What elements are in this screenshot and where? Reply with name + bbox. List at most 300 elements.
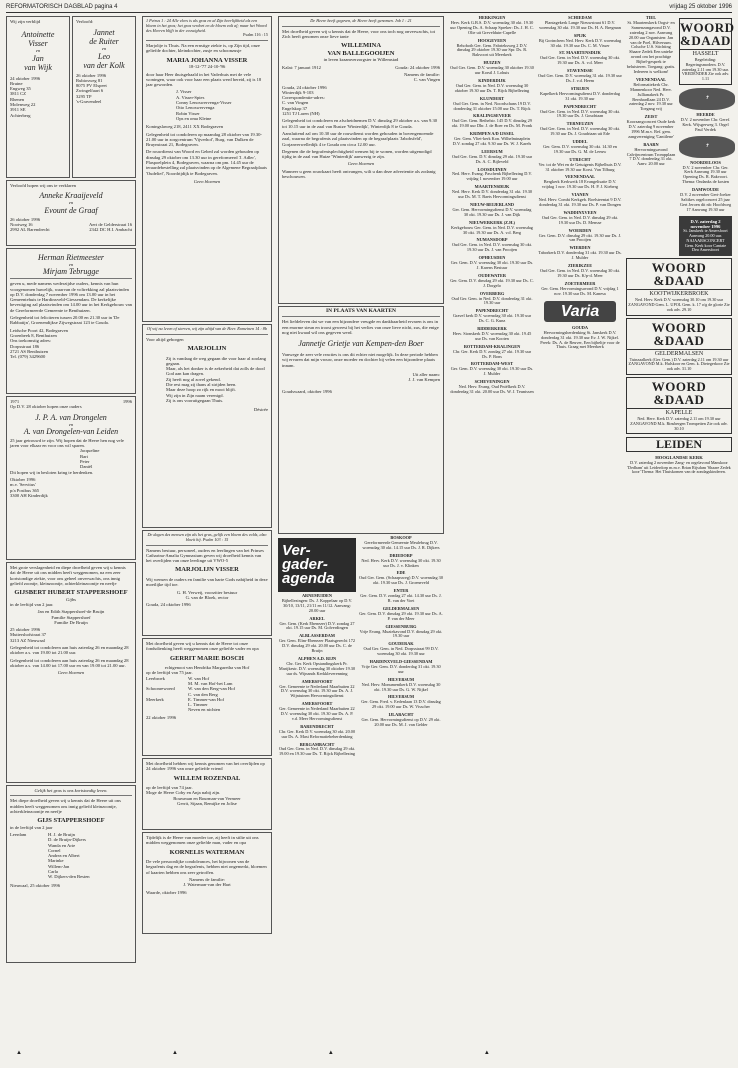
agenda-item [359, 642, 443, 657]
signature: G. H. Verweij, voorzitter bestuur [176, 589, 238, 595]
agenda-place: WOERDEN [568, 227, 592, 233]
family-line: W. Dijkers-den Besten [48, 874, 90, 880]
body-text: Met grote verslagenheid en diepe droefheid geven wij u kennis dat de Heere uit ons midden heeft weggenomen, na een zeer kortstondige ziekte, voor ons geheel onverwachts, ons innig geliefd zoontje, kleinzoontje, achterkleinzoontje en neefje [10, 565, 126, 586]
agenda-detail: Ger. Gem. D.V. woensdag 30 okt. 19.30 uur Ds. J. Karens Bestuur [450, 260, 534, 270]
date: Goudswaard, oktober 1996 [282, 388, 332, 394]
agenda-place: ALPHEN A.D. RIJN [297, 655, 337, 661]
name: Daniël [80, 464, 93, 470]
death-notice-maria [142, 16, 272, 322]
agenda-item [359, 589, 443, 604]
thank-you-waterman [142, 832, 272, 934]
agenda-place: PAPENDRECHT [475, 308, 509, 314]
agenda-place: ARNEMUIDEN [301, 593, 333, 598]
date: Waarde, oktober 1996 [146, 889, 187, 895]
address: Engelskop 37 [282, 105, 308, 111]
body-text: Wij wensen de ouders en familie van harte Gods nabijheid in deze moeilijke tijd toe. [146, 576, 268, 588]
agenda-item [359, 713, 443, 728]
body-text: Met droefheid geven wij u kennis dat de Heere tot onze fondsdienking heeft weggenomen onze geliefde vader en opa [146, 641, 259, 652]
address: 2342 DC H.I. Ambacht [89, 227, 132, 233]
family-line: D. de Bruijn-Dijkers [48, 837, 86, 843]
address: 3911 SE [10, 107, 26, 113]
agenda-item [359, 536, 443, 551]
woord-daad-ad-2 [626, 258, 732, 315]
agenda-item [278, 702, 356, 722]
agenda-place: UDDEL [572, 139, 588, 145]
agenda-place: BOSKOOP [390, 535, 412, 540]
logo-text: WOORD [651, 379, 707, 395]
family-line: Familie Stappershoef [51, 614, 91, 620]
agenda-item [538, 158, 622, 173]
family-line: J. Visser [176, 89, 192, 95]
agenda-item [359, 678, 443, 693]
agenda-item [450, 114, 534, 129]
name-line: Evount de Graaf [44, 205, 98, 215]
verse: Gelijk het gras is ons kortstondig leven. [34, 788, 108, 793]
agenda-item [450, 168, 534, 183]
agenda-detail: Ger. Gem. Hervormingsdienst D.V. woensdag 30 okt. 19.30 uur Ds. J. van Dijk [452, 206, 532, 217]
address: 8075 PV Elspeet [76, 83, 107, 89]
agenda-place: GOUDA [572, 324, 588, 330]
banner-line: agenda [282, 570, 335, 587]
body-text: 25 jaar getrouwd te zijn. Wij hopen dat de Heere hen nog vele jaren voor elkaar en voor ons wil sparen. [10, 437, 124, 449]
name-line: Antoinette [21, 30, 55, 40]
flowers-note: Geen bloemen [57, 670, 85, 676]
agenda-place: SCHIEDAM [568, 15, 592, 20]
agenda-item [679, 188, 732, 213]
agenda-item [359, 571, 443, 586]
ad-place: HOOGLANDSE KERK [655, 455, 703, 461]
agenda-item [278, 743, 356, 758]
family-line: Conny Lenoswervenga-Visser [176, 100, 232, 106]
agenda-item [538, 264, 622, 279]
agenda-item [538, 87, 622, 102]
family-line: Familie De Bruijn [54, 619, 88, 625]
footer-mark: ▲ [327, 1050, 334, 1056]
family-line: C. van den Berg [188, 691, 218, 697]
logo-text: WOORD [651, 319, 707, 335]
agenda-place: ENTER [393, 588, 409, 594]
thank-you-notice [278, 306, 444, 534]
agenda-detail: Ned. Herv. Kerk D.V. woensdag 30 okt. 19.30 uur Ds. J. v. Klinken [361, 557, 441, 568]
dates: 18-12-'77 24-10-'96 [188, 64, 226, 70]
ad-detail: Ned. Herv. Kerk D.V. zaterdag 2.11 om 19.30 uur ZANGAVOND M.k. Rinsbergen Trompetten Zie ook adv. 30.10 [630, 416, 728, 431]
agenda-detail: Herv. Kerk G.B.S. D.V. woensdag 30 okt. 19.30 uur Opening Ds. A. Schaap Spreker: Ds. J. H. C. Olie uit Grevelduin-Capelle [450, 19, 534, 35]
name-line: van Wijk [24, 62, 52, 72]
deceased-name: GIJSBERT HUBERT STAPPERSHOEF [14, 589, 128, 597]
agenda-detail: Oud Ger. Gem. in Ned. D.V. donderdag 31 okt. 19.30 uur [451, 295, 533, 306]
agenda-item [538, 175, 622, 190]
name-line: Visser [28, 39, 48, 49]
agenda-place: BAARN [643, 141, 659, 147]
agenda-detail: Chr. Ger. Kerk D.V. woensdag 30 okt. 20.00 uur Ds. A. Mast Reformatiebeherdenking [278, 728, 356, 739]
body-text: Dit hopen wij in besloten kring te herdenken. [10, 469, 94, 475]
agenda-item [450, 327, 534, 342]
address: Muttershofstraat 37 [10, 632, 47, 638]
amp: en [68, 200, 74, 206]
verse-ref: Psalm 116 : 15 [243, 32, 268, 38]
body-text: Op D.V. 28 oktober hopen onze ouders [10, 404, 82, 410]
body-text: Gelegenheid tot feliciteren tussen 20.00 en 21.30 uur in 'De Rabbatijn', Groenendijkse Zijwegstraat 123 te Gouda. [10, 315, 120, 326]
agenda-place: GIESSENBURG [385, 623, 417, 629]
agenda-place: GELDERMALSEN [382, 605, 420, 611]
agenda-detail: Ned. Herv. Combi Kerkgeb. Boelsteentat 9 D.V. donderdag 31 okt. 19.30 uur Ds. P. van Dongen [538, 197, 622, 207]
date: 26 oktober 1996 [10, 216, 41, 222]
family-line: W. van Hof [188, 675, 210, 681]
agenda-place: GOUDERAK [388, 641, 414, 647]
agenda-detail: D.V. 2 november Chr. Ger. Kerk Aanvang 19.30 uur Opening Ds. R. Bakvoort. Thema: Ondanks de kosten [682, 164, 729, 185]
agenda-place: WIERDEN [569, 245, 591, 251]
date: Nieuwaal, 25 oktober 1996 [10, 882, 61, 888]
address: Nootweg 16 [10, 221, 33, 227]
address: Correspondentie-adres: [282, 95, 325, 101]
family-line: Andrea en Albert [48, 853, 80, 859]
family-line: Marinke [48, 858, 64, 864]
footer-mark: ▲ [171, 1050, 178, 1056]
agenda-detail: Oud Ger. Gem. in Ned. D.V. woensdag 30 oktober 19.30 uur Ds. T. Rijck Bijbellezing [454, 82, 530, 93]
name-line: Herman Rietmeester [38, 253, 104, 262]
place: Leerdam [10, 831, 27, 837]
name-line: Jannetje Grietje van Kempen-den Boer [298, 339, 424, 349]
date: 24 oktober 1996 [10, 75, 41, 81]
divider [146, 545, 268, 546]
agenda-item [450, 238, 534, 253]
deceased-name: MARJOLIJN [187, 345, 227, 353]
amp: en [35, 48, 41, 54]
agenda-place: TIEL [645, 15, 657, 20]
address: Dorpsstraat 186 [10, 343, 40, 349]
engagement-announcement-2 [6, 180, 136, 246]
heading: Wij zijn verblijd [10, 19, 41, 24]
agenda-detail: Ned. Herv. Kerk D.V. donderdag 31 okt. 19.30 uur Ds. M. T. Baets Hervormingsdienst [451, 189, 533, 200]
agenda-list-b [359, 536, 443, 760]
agenda-detail: Ger. Gem. Elim-Ebenezer Plaatsgerecht 172 D.V. dinsdag 29 okt. 20.00 uur Ds. C. de Bruijn [278, 638, 356, 654]
agenda-place: OUDEWATER [478, 272, 506, 278]
body-text: Met droefheid geven wij u kennis dat de Heere, voor ons toch nog onverwachts, tot Zich heeft genomen onze lieve tante [282, 28, 436, 40]
agenda-item [450, 380, 534, 395]
body-text: in de leeftijd van 2 jaar. [10, 601, 54, 607]
body-text: Vanwege de zeer vele reacties is ons dit echter niet mogelijk. In deze periode hebben wij ervaren dat mijn vrouw, onze moeder en dochter bij velen een bijzondere plaats innam. [282, 352, 438, 368]
agenda-item [450, 221, 534, 236]
amp: en [68, 262, 74, 267]
agenda-detail: Ger. Gemeente te Nederland Maarbuiten 22 D.V. woensdag 30 okt. 19.30 uur Ds. A. J. Wijntuinen Hervormingsdienst [279, 683, 355, 699]
ad-title: LEIDEN [626, 437, 732, 452]
date: Gouda, 24 oktober 1996 [146, 602, 191, 608]
signature: Uit aller naam: [412, 372, 440, 378]
name-line: A. van Drongelen-van Leiden [23, 426, 119, 436]
agenda-detail: Oud Ger. Gem. D.V. woensdag 31 okt. 19.30 uur Ds. J. v.d. Heem [538, 73, 622, 83]
vergaderagenda-banner [278, 538, 356, 592]
address: C. van Vingen [282, 100, 309, 106]
agenda-detail: Ger. Gem. Vliet-kerk Kon. Wilhelminaplein D.V. zondag 27 okt. 9.30 uur Ds. W. J. Karels [452, 136, 532, 146]
column-1 [6, 16, 136, 965]
agenda-item [450, 309, 534, 324]
signature: Bouwman en Bourman-van Vermeer [173, 795, 241, 801]
agenda-detail: Kerkgebouw Ger. Gem. in Ned. D.V. woensdag 30 okt. 19.30 uur Ds. A. v.d. Berg [451, 224, 533, 235]
signature: G. van de Bloek, rector [185, 594, 229, 600]
agenda-detail: Oud Ger. Gem. in Ned. Dorpsstraat 99 D.V. woensdag 30 okt. 19.30 uur [363, 646, 439, 657]
body-text: Met diepe droefheid geven wij u kennis dat de Heere uit ons midden heeft weggenomen ons innig geliefd kleinzoontje, achterkleinzoontje en neefje [10, 798, 121, 814]
deceased-name: GIJS STAPPERSHOEF [37, 817, 105, 825]
agenda-item [538, 211, 622, 226]
heading: Verloofd: [76, 19, 94, 24]
address: Bruine [10, 80, 23, 86]
body-text: Tijdelijk is de Heere van moeder toe, zij heeft in stilte uit ons midden weggenomen onze geliefde man, vader en opa [146, 835, 259, 846]
ad-detail: D.V. zaterdag 2 november Zang- en orgelavond Manskoor 'Dedham' uit Leiderdorp m.m.v. Brian Rijsdam 'Shaare Zedek koor' Thema: Het Thuiskomen van de zondagskinderen. [627, 459, 731, 475]
body-text: Marjoltje is Thuis. Na een ernstige ziekte is, op Zijn tijd, onze geliefde dochter, kleindochter, zusje en schoonzusje [146, 43, 260, 54]
wedding-announcement [6, 248, 136, 394]
deceased-name: WILLEM ROZENDAL [173, 774, 241, 782]
church-logo-badge: ✝ [679, 88, 735, 110]
agenda-detail: Ned. Herv. Evang. Paschenk Bijbellezing D.V. vrijdag 1 november 19.00 uur [451, 171, 533, 182]
logo-text: WOORD [680, 20, 735, 35]
agenda-item [626, 143, 676, 168]
signature: Namens de familie: [189, 876, 225, 882]
agenda-detail: D.V. 2 november Gert-Joeker Saltikes orgelconcert 25 jaar Gert Jeroen dit nb: Hoofdweg 17 Aanvang 19.30 uur [679, 192, 732, 212]
agenda-place: NIEUWERKERK (Z.H.) [469, 219, 515, 225]
header-left: REFORMATORISCH DAGBLAD pagina 4 [6, 4, 118, 10]
death-notice-2 [6, 785, 136, 963]
agenda-detail: Oud Ger. Gem. in Ned. D.V. woensdag 30 okt. 19.30 uur Ds. A. v.d. Meer [539, 55, 621, 66]
divider [282, 316, 440, 317]
agenda-place: STRIJEN [570, 85, 590, 91]
poem-notice [142, 324, 272, 528]
agenda-item [450, 132, 534, 147]
agenda-detail: Bergkerk Kerkweik 18 Evangelisatie D.V. vrijdag 1 nov. 19.30 uur Ds. H. P. J. Kieberg [541, 179, 619, 190]
agenda-place: HOOGEVEEN [477, 37, 507, 43]
deceased-name: KORNELIS WATERMAN [169, 848, 245, 856]
agenda-item [538, 193, 622, 208]
name-line: Mirjam Tebrugge [43, 267, 99, 277]
agenda-detail: Oud Ger. Gem. Bethelstr. 145 D.V. dinsdag 29 okt. 19.00 uur Dhr. J. de Boer en Ds. M. Pronk [451, 118, 533, 129]
agenda-place: BERGAMBACHT [299, 741, 335, 747]
agenda-detail: Kapelkerk Hervormingsdienst D.V. donderdag 31 okt. 19.30 uur [540, 90, 620, 101]
header-right: vrijdag 25 oktober 1996 [669, 4, 732, 10]
agenda-place: ST. MAARTENSDIJK [559, 50, 601, 56]
date: Gouda: 24 oktober 1996 [395, 64, 440, 70]
family-line: E. Timmer-van Hof [188, 696, 225, 702]
address: Molenweg 22 [10, 102, 36, 108]
agenda-detail: Oud Ger. Gem. in Ned. D.V. woensdag 30 okt. 19.30 uur Ds. K/p-d. Meer [539, 267, 621, 278]
agenda-place: ROTTERDAM-KRALINGEN [463, 343, 521, 349]
agenda-place: VIANEN [571, 192, 589, 198]
family-line: Ops en oma Kleine [176, 115, 212, 121]
address: Ons toekomstig adres: [10, 338, 52, 344]
body-text: Degenen die de begrafenisplechtigheid wensen bij te wonen, worden uitgenodigd tijdig in de zaal van Huize 'Winterdijk' aanwezig te zijn. [282, 148, 432, 160]
signature: Désirée [253, 407, 268, 413]
family-line: L. Timmer [188, 702, 208, 708]
agenda-place: VEENENDAAL [564, 174, 596, 180]
year: 1971 [10, 399, 20, 404]
agenda-detail: Bijbellezingen: Ds. J. Koppelaar op D.V. 30/10, 13/11, 21/11 en 11/12. Aanvang: 20.00 uur [281, 597, 353, 613]
address: 3295 TP [76, 93, 92, 99]
agenda-detail: St. Maartenskerk Oogst- en Samenzangavond D.V. zaterdag 2 nov. Aanvang 20.00 uur Organisten: Jan van de Poel, Hilversum. Coluche U.S. Stichting Shaare Zedek Een unieke avond om het prachtige Bijbel-gesprek te beluisteren. Toegang: gratis. Iedereen is welkom! [626, 19, 676, 74]
body-text: Wanneer u geen rouwkaart heeft ontvangen, wilt u dan deze advertentie als zodanig beschouwen. [282, 168, 436, 180]
address: Koningslaweg 218, 2411 XX Bodegraven [146, 124, 224, 130]
agenda-list-a [278, 594, 356, 757]
body-text: Gelegenheid tot condoleren aan huis zaterdag 26 en maandag 28 oktober a.s. van 19.00 tot 21.00 uur. [10, 645, 129, 656]
page-header [6, 4, 732, 12]
agenda-detail: Plantagekerk Lange Nieuwstraat 61 D.V. woensdag 30 okt. 19.30 uur Ds. H. A. Bregman [539, 19, 621, 30]
ad-detail: Ned. Herv. Kerk D.V. woensdag 30.10 om 19.30 uur ZANGAVOND Gem. L. UPOL Gem. k. 17 o/g de glorie Zie ook adv. 29.10 [628, 297, 730, 312]
column-3 [278, 16, 444, 760]
deceased-name: WILLEMINA [340, 42, 382, 50]
ad-title: D.V. zaterdag 2 november 1996 [690, 218, 721, 229]
agenda-detail: Vrije Evang. Muziekavond D.V. dinsdag 29 okt. 19.30 uur [359, 628, 443, 639]
address: m.v. 'Servitus' [10, 482, 36, 488]
engagement-announcement-1 [72, 16, 136, 178]
agenda-place: SPIJK [573, 32, 587, 38]
death-notice-willemina [278, 16, 444, 304]
agenda-detail: Rehoboth Ger. Gem. Fabrieksweg 2 D.V. dinsdag 29 oktober 19.30 uur Spr. Ds. R. Bakvoort uit Meerkerk [456, 42, 528, 58]
poem-line: Wij zijn in Zijn naam verenigd. [166, 392, 224, 398]
agenda-place: UTRECHT [569, 156, 591, 162]
agenda-item [538, 69, 622, 84]
body-text: op de leeftijd van 75 jaar. [146, 670, 193, 676]
birth-announcement-1 [6, 16, 70, 178]
family-line: Wanda en Arie [48, 842, 76, 848]
agenda-detail: Oud Ger. Gem. in Ned. D.V. woensdag 30 okt. 19.30 uur Ds. J. Goudriaan [539, 108, 621, 119]
agenda-detail: Ger. Gem. Hervormingsdienst op D.V. 29 okt. 20.00 uur Ds. M. J. van Gelder [361, 717, 441, 727]
agenda-place: EDE [396, 570, 406, 576]
agenda-detail: Ver. tot de Wet en de Getuigenis Bijbelhuis D.V. 31 oktober 19.30 uur Korst. Van Tilburg [538, 161, 622, 172]
address: 3213 AZ Nieuwaal [10, 637, 45, 643]
agenda-place: PAPENDRECHT [563, 103, 597, 109]
agenda-place: HUIZEN [483, 60, 501, 66]
deceased-name: MARJOLIJN VISSER [175, 566, 239, 574]
poem-line: Maar deze hoop zo rijk en mooi blijft. [166, 387, 236, 393]
banner-line: Ver- [282, 542, 311, 559]
agenda-item [450, 97, 534, 112]
verse: 1 Petrus 1 : 24 Alle vlees is als gras en al Zijn heerlijkheid als een bloem in het gras; het gras verdort en de bloem valt af; maar het Woord des Heeren blijft in der eeuwigheid. [146, 18, 267, 33]
date: 26 oktober 1996 [76, 72, 107, 78]
flowers-note: Geen bloemen [193, 178, 221, 184]
name-line: Jan [32, 53, 44, 63]
agenda-item [450, 185, 534, 200]
agenda-detail: Gereformeerde Gemeente Meulebrug D.V. woensdag 30 okt. 14.15 uur Ds. J. R. Dijkers [362, 539, 440, 550]
name-line: Anneke Kraaijeveld [39, 191, 103, 201]
date: Oktober 1996 [10, 476, 36, 482]
agenda-place: NUMANSDORP [476, 237, 508, 243]
signature: J. J. van Kempen [408, 377, 440, 383]
agenda-place: KRALINGSEVEER [473, 113, 511, 119]
divider [10, 795, 132, 796]
logo-text: &DAAD [653, 392, 705, 408]
agenda-item [450, 274, 534, 289]
address: Rubiosweg 81 [76, 77, 103, 83]
agenda-detail: Chr. Ger. Kerk D.V. zondag 27 okt. 19.30 uur Ds. P. Bons [452, 348, 532, 359]
body-text: De rouwdienst van Woord en Gebed zal worden gehouden op dinsdag 29 oktober om 13.30 uur in gereformeerd 'J. Adler', Plaspoelplein 4, Bodegraven, waarna om pm. 14.45 uur de teraardebestelling zal plaatsvinden op de Algemene Begraafplaats 'Oudelief', Noordrijdijk te Bodegraven. [146, 149, 267, 176]
agenda-place: ZEIST [644, 114, 658, 120]
ad-place: KAPELLE [627, 408, 731, 417]
body-text: in de leeftijd van 2 jaar [10, 824, 53, 830]
amp: en [101, 46, 107, 52]
agenda-place: ZIERIKZEE [567, 263, 593, 269]
family-line: Willem-Jan [48, 863, 70, 869]
agenda-item [278, 594, 356, 614]
body-text: echtgenoot van Hendrika Margaretha van Hof [164, 665, 250, 671]
agenda-detail: Ger. Gem. D.V. dinsdag 29 okt. 19.30 uur Ds. C. J. Dorgelo [450, 277, 534, 288]
agenda-item [538, 51, 622, 66]
agenda-item [450, 292, 534, 307]
agenda-item [679, 161, 732, 186]
address: 's-Gravendeel [76, 99, 102, 105]
col7-left [626, 16, 676, 256]
verse: Of wij nu leven of sterven, wij zijn altijd van de Heer. Romeinen 14 : 8b [147, 326, 267, 331]
agenda-place: ZOETERMEER [564, 280, 596, 286]
agenda-item [450, 39, 534, 59]
poem-line: Zij is ons vooruitgegaan Thuis. [166, 397, 224, 403]
deceased-name: VAN BALLEGOOIJEN [327, 49, 395, 57]
address: 2721 AS Benthuizen [10, 348, 49, 354]
verse: De dagen des mensen zijn als het gras, gelijk een bloem des velds, alzo bloeit hij. Psalm 103 : 15 [147, 532, 267, 542]
body-text: Met droefheid hebben wij kennis genomen van het overlijden op 24 oktober 1996 van onze geliefde vriend [146, 761, 265, 772]
address: 2992 AL Barendrecht [10, 227, 50, 233]
agenda-place: SCHEVENINGEN [474, 379, 510, 385]
page-footer [6, 1050, 732, 1058]
agenda-place: DAMWOUDE [692, 187, 719, 193]
name: Peter [80, 459, 90, 465]
deceased-name: GERRIT MARIE BOSCH [170, 654, 244, 662]
poem-line: Zij is vandaag de weg gegaan die voor haar al zoolang gegaan. [166, 355, 267, 366]
agenda-detail: Ger. Gem. D.V. woensdag 30 okt. 19.30 uur Ds. J. Mulder [450, 366, 534, 377]
agenda-place: HILVERSUM [387, 694, 415, 700]
family-line: Jan en Edith Stappershoef-de Bruijn [37, 609, 105, 615]
address: Aert de Gelderstraat 16 [89, 221, 132, 227]
date: Kalat: 7 januari 1912 [282, 64, 321, 70]
divider [146, 40, 268, 41]
ad-place: KOOTWIJKERBROEK [627, 289, 731, 298]
leiden-ad [626, 437, 732, 475]
agenda-place: ROTTERDAM-WEST [470, 361, 514, 367]
concert-ad [679, 216, 732, 257]
nickname: Gijbs [66, 596, 76, 602]
agenda-item [538, 140, 622, 155]
name-line: Leo [98, 51, 110, 61]
family-line: A. Visser-Spies [176, 94, 205, 100]
agenda-place: OPHEUSDEN [478, 255, 506, 261]
family-line: Otto Lenoswervenga [176, 105, 215, 111]
school-death-notice [142, 530, 272, 636]
agenda-place: DRIEDORP [389, 552, 413, 558]
body-text: Aansluitend zal om 10.30 uur de rouwdienst worden gehouden in bovengenoemde zaal, waarna de begrafenis zal plaatsvinden op de begraafplaats 'Jabobsfeld', Gorjanverwelledijk 4 te Gouda om circa 12.00 uur. [282, 130, 434, 147]
anniversary-announcement [6, 396, 136, 560]
address: Winterdijk 9-103 [282, 89, 314, 95]
agenda-place: MAARTENSDIJK [474, 184, 510, 190]
agenda-item [359, 607, 443, 622]
agenda-detail: Hervormingsherdenking St. Janskerk D.V. donderdag 31 okt. 19.30 uur Ev. J. W. Nijkel. Preek: Ds. A. de Reuver, Een bijbeltje voor de Thuis. Graag met Meerkerk [540, 329, 620, 350]
agenda-detail: Ger. Gem. Fred. v. Eedenlaan 13 D.V. dinsdag 29 okt. 19.00 uur Ds. W. Visscher [361, 699, 441, 710]
poem-line: Zij heeft nog al zovel gekend. [166, 376, 221, 382]
signature: C. van Vingen [413, 77, 440, 83]
logo-text: &DAAD [653, 332, 705, 348]
body-text: op de leeftijd van 74 jaar. [146, 785, 193, 791]
agenda-detail: Vrije Ger. Gem. D.V. donderdag 31 okt. 19.30 uur [361, 663, 441, 674]
agenda-place: KLUNDERT [479, 95, 505, 101]
agenda-detail: Hervormingsavond Calvijncentrum Trompplaan 7 D.V. donderdag 31 okt. Aanv. 20.00 uur [626, 146, 676, 167]
body-text: De vele persoonlijke condoleances, het bijwonen van de begrafenis dag en de begrafenis, hebben niet ongemerkt, bloemen of kaarten hebben ons zeer getroffen. [146, 859, 267, 875]
varia-banner: Varia [544, 301, 616, 322]
agenda-place: AMERSFOORT [301, 678, 333, 684]
agenda-item [450, 16, 534, 36]
agenda-column-a [278, 536, 356, 760]
date: 22 oktober 1996 [146, 714, 177, 720]
agenda-detail: Oud Ger. Gem. D.V. woensdag 30 oktober 19.30 uur Korstl J. Lohuis [450, 65, 534, 76]
place: Schoonrewoerd [146, 686, 175, 692]
agenda-place: HILVERSUM [387, 676, 415, 682]
family-line: Carla [48, 869, 58, 875]
agenda-item [450, 345, 534, 360]
woord-daad-ad-1 [679, 18, 735, 85]
